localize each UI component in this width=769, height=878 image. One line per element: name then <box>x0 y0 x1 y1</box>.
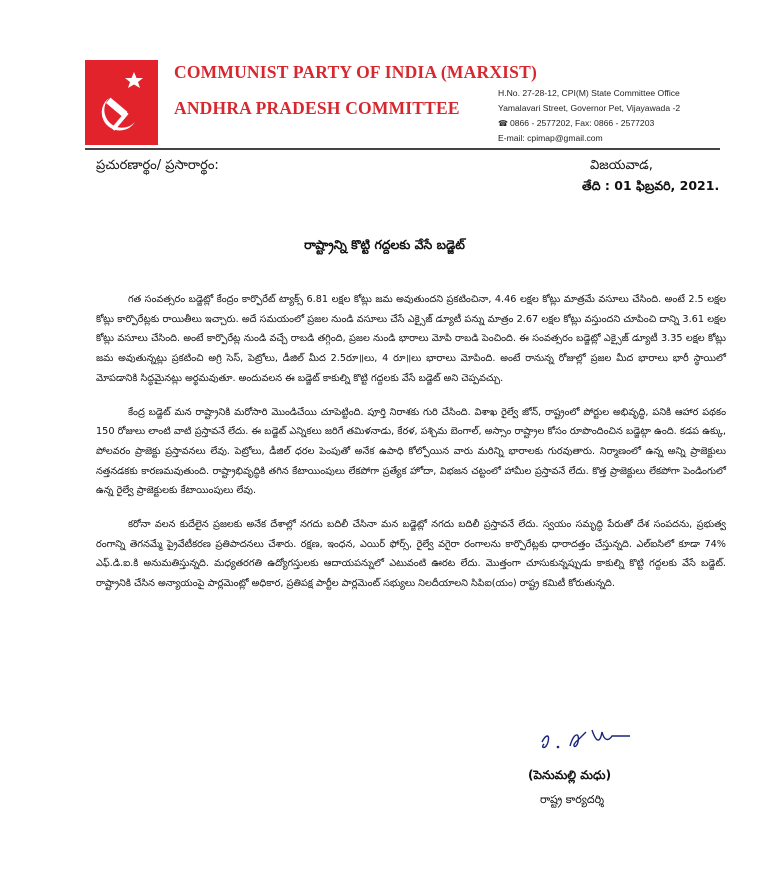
address-line-2: Yamalavari Street, Governor Pet, Vijayawada -2 <box>498 103 681 113</box>
phone-fax-text: 0866 - 2577202, Fax: 0866 - 2577203 <box>509 118 655 128</box>
party-name: COMMUNIST PARTY OF INDIA (MARXIST) <box>174 62 537 82</box>
address-line-1: H.No. 27-28-12, CPI(M) State Committee Office <box>498 88 680 98</box>
body-paragraph-1: గత సంవత్సరం బడ్జెట్లో కేంద్రం కార్పొరేట్ ట్యాక్స్ 6.81 లక్షల కోట్లు జమ అవుతుందని ప్రకటించినా, 4.46 లక్షల కోట్లు మాత్రమే వసూలు చేసింది. అంటే 2.5 లక్షల కోట్లు కార్పొరేట్లకు రాయితీలు ఇచ్చారు. అదే సమయంలో ప్రజల నుండి వసూలు చేసే ఎక్సైజ్ డ్యూటీ పన్ను మాత్రం 2.67 లక్షల కోట్లు వస్తుందని చూపించి దాన్ని 3.61 లక్షల కోట్లు వసూలు చేసింది. అంటే కార్పొరేట్ల నుండి వచ్చే రాబడి తగ్గింది, ప్రజల నుండి భారాలు మోపి రాబడి పెంచింది. ఈ సంవత్సరం బడ్జెట్లో ఎక్సైజ్ డ్యూటీ 3.35 లక్షల కోట్లు జమ అవుతున్నట్లు ప్రకటించి అగ్రి సెస్, పెట్రోలు, డీజిల్ మీద 2.5రూ॥లు, 4 రూ॥లు భారాలు మోపింది. అంటే రానున్న రోజుల్లో ప్రజల మీద భారాలు భారీ స్థాయిలో మోపడానికి సిద్ధమైనట్లు అర్థమవుతూ. అందువలన ఈ బడ్జెట్ కాకుల్ని కొట్టి గద్దలకు వేసే బడ్జెట్ అని చెప్పవచ్చు. <box>96 294 726 384</box>
handwritten-signature-icon <box>534 720 664 760</box>
letter-headline: రాష్ట్రాన్ని కొట్టి గద్దలకు వేసే బడ్జెట్ <box>304 237 465 252</box>
letter-body <box>96 290 726 608</box>
place-line: విజయవాడ, <box>590 158 653 173</box>
date-line: తేది : 01 ఫిబ్రవరి, 2021. <box>582 178 720 193</box>
header-divider <box>85 148 720 150</box>
phone-icon: ☎ <box>498 119 508 128</box>
press-release-label: ప్రచురణార్థం/ ప్రసారార్థం: <box>96 158 219 173</box>
office-address-block <box>498 86 763 146</box>
signer-name: (పెనుమల్లి మధు) <box>528 768 612 782</box>
phone-fax-line <box>498 116 763 131</box>
body-paragraph-2: కేంద్ర బడ్జెట్ మన రాష్ట్రానికి మరోసారి మొండిచేయి చూపెట్టింది. పూర్తి నిరాశకు గురి చేసింది. విశాఖ రైల్వే జోన్, రాష్ట్రంలో పోర్టుల అభివృద్ధి, పనికి ఆహార పథకం 150 రోజులు లాంటి వాటి ప్రస్తావనే లేదు. ఈ బడ్జెట్ ఎన్నికలు జరిగే తమిళనాడు, కేరళ, పశ్చిమ బెంగాల్, అస్సాం రాష్ట్రాల కోసం రూపొందించిన బడ్జెట్గా ఉంది. కడప ఉక్కు, పోలవరం ప్రాజెక్టు ప్రస్తావనలు లేవు. పెట్రోలు, డీజిల్ ధరల పెంపుతో అనేక ఉపాధి కోల్పోయిన వారు మరిన్ని భారాలకు గురవుతారు. నిర్మాణంలో ఉన్న అన్ని ప్రాజెక్టులు నత్తనడకకు కారణమవుతుంది. రాష్ట్రాభివృద్ధికి తగిన కేటాయింపులు లేకపోగా ప్రత్యేక హోదా, విభజన చట్టంలో హామీల ప్రస్తావనే లేదు. కొత్త ప్రాజెక్టులు లేకపోగా పెండింగులో ఉన్న రైల్వే ప్రాజెక్టులకు కేటాయింపులు లేవు. <box>96 406 726 497</box>
email-line: E-mail: cpimap@gmail.com <box>498 133 603 143</box>
party-logo <box>85 60 158 145</box>
committee-name: ANDHRA PRADESH COMMITTEE <box>174 98 460 118</box>
body-paragraph-3: కరోనా వలన కుదేలైన ప్రజలకు అనేక దేశాల్లో నగదు బదిలీ చేసినా మన బడ్జెట్లో నగదు బదిలీ ప్రస్తావనే లేదు. స్వయం సమృద్ధి పేరుతో దేశ సంపదను, ప్రభుత్వ రంగాన్ని తెగనమ్మే ప్రైవేటీకరణ ప్రతిపాదనలు చేశారు. రక్షణ, ఇంధన, ఎయిర్ ఫోర్స్, రైల్వే వగైరా రంగాలను కార్పొరేట్లకు ధారాదత్తం చేస్తున్నది. ఎల్ఐసిలో కూడా 74% ఎఫ్.డి.ఐ.కి అనుమతిస్తున్నది. మధ్యతరగతి ఉద్యోగస్తులకు ఆదాయపన్నులో ఎటువంటి ఊరట లేదు. మొత్తంగా చూసుకున్నప్పుడు కాకుల్ని కొట్టి గద్దలకు వేసే బడ్జెట్. రాష్ట్రానికి చేసిన అన్యాయంపై పార్లమెంట్లో అధికార, ప్రతిపక్ష పార్టీల పార్లమెంట్ సభ్యులు నిలదీయాలని సిపిఐ(యం) రాష్ట్ర కమిటీ కోరుతున్నది. <box>96 519 726 590</box>
signer-designation: రాష్ట్ర కార్యదర్శి <box>540 793 605 806</box>
hammer-sickle-star-icon <box>85 60 158 145</box>
